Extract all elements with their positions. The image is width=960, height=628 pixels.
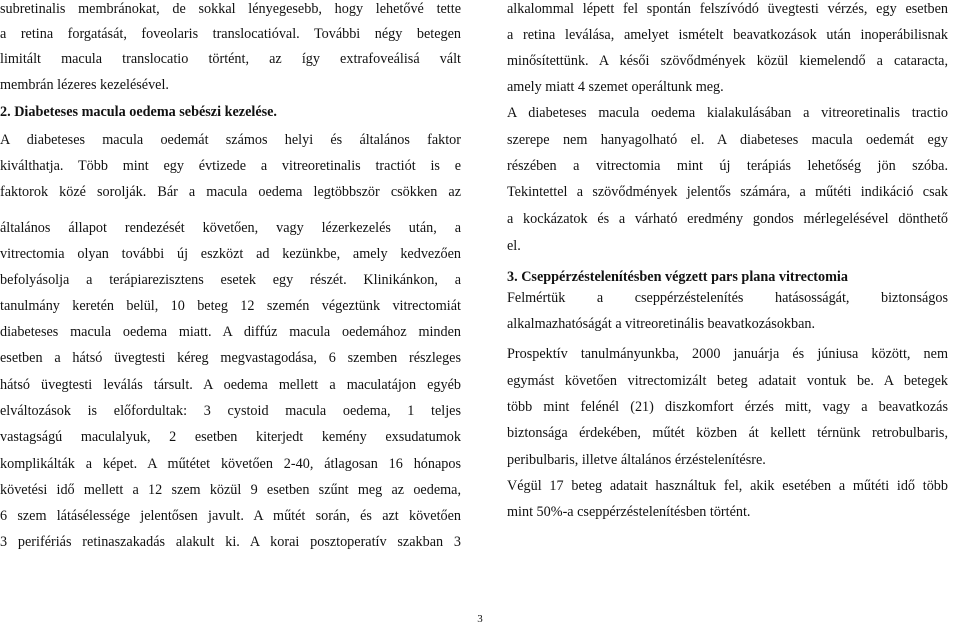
text-line: subretinalis membránokat, de sokkal lényegesebb, hogy lehetővé tette (0, 1, 461, 17)
text-line: el. (507, 238, 521, 254)
text-line: követési idő mellett a 12 szem közül 9 esetben szűnt meg az oedema, (0, 482, 461, 498)
text-line: limitált macula translocatio történt, az így extrafoveálisá vált (0, 51, 461, 67)
text-line: Felmértük a cseppérzéstelenítés hatásosságát, biztonságos (507, 290, 948, 306)
text-line: befolyásolja a terápiarezisztens esetek egy részét. Klinikánkon, a (0, 272, 461, 288)
text-line: alkalommal lépett fel spontán felszívódó üvegtesti vérzés, egy esetben (507, 1, 948, 17)
text-line: részében a vitrectomia mint új terápiás lehetőség jön szóba. (507, 158, 948, 174)
text-line: A diabeteses macula oedemát számos helyi és általános faktor (0, 132, 461, 148)
text-line: hátsó üvegtesti leválás társult. A oedema mellett a maculatájon egyéb (0, 377, 461, 393)
text-line: faktorok közé sorolják. Bár a macula oedema legtöbbször csökken az (0, 184, 461, 200)
text-line: A diabeteses macula oedema kialakulásában a vitreoretinalis tractio (507, 105, 948, 121)
text-line: elváltozások is előfordultak: 3 cystoid macula oedema, 1 teljes (0, 403, 461, 419)
text-line: membrán lézeres kezelésével. (0, 77, 169, 93)
text-line: Tekintettel a szövődmények jelentős számára, a műtéti indikáció csak (507, 184, 948, 200)
text-line: vastagságú maculalyuk, 2 esetben kiterjedt kemény exsudatumok (0, 429, 461, 445)
text-line: a retina leválása, amelyet ismételt beavatkozások után inoperábilisnak (507, 27, 948, 43)
text-line: minősítettünk. A késői szövődmények közül kiemelendő a cataracta, (507, 53, 948, 69)
text-line: amely miatt 4 szemet operáltunk meg. (507, 79, 724, 95)
page-number: 3 (477, 613, 483, 625)
text-line: alkalmazhatóságát a vitreoretinális beavatkozásokban. (507, 316, 816, 332)
text-line: egymást követően vitrectomizált beteg adatait vontuk be. A betegek (507, 373, 948, 389)
section-heading: 2. Diabeteses macula oedema sebészi kezelése. (0, 104, 277, 120)
text-line: biztonsága érdekében, műtét közben át kellett térnünk retrobulbaris, (507, 425, 948, 441)
text-line: több mint felénél (21) diszkomfort érzés mitt, vagy a beavatkozás (507, 399, 948, 415)
text-line: 6 szem látásélessége jelentősen javult. A műtét során, és azt követően (0, 508, 461, 524)
text-line: peribulbaris, illetve általános érzéstelenítésre. (507, 452, 766, 468)
text-line: mint 50%-a cseppérzéstelenítésben történt. (507, 504, 751, 520)
text-line: vitrectomia olyan további új eszközt ad kezünkbe, amely kedvezően (0, 246, 461, 262)
text-line: kiválthatja. Több mint egy évtizede a vitreoretinalis tractiót is e (0, 158, 461, 174)
text-line: a kockázatok és a várható eredmény gondos mérlegelésével dönthető (507, 211, 948, 227)
text-line: komplikálták a képet. A műtétet követően 2-40, átlagosan 16 hónapos (0, 456, 461, 472)
text-line: Prospektív tanulmányunkba, 2000 januárja és júniusa között, nem (507, 346, 948, 362)
text-line: diabeteses macula oedema miatt. A diffúz macula oedemához minden (0, 324, 461, 340)
text-line: tanulmány keretén belül, 10 beteg 12 szemén végeztünk vitrectomiát (0, 298, 461, 314)
text-line: esetben a hátsó üvegtesti kéreg megvastagodása, 6 szemben részleges (0, 350, 461, 366)
text-line: Végül 17 beteg adatait használtuk fel, akik esetében a műtéti idő több (507, 478, 948, 494)
text-line: szerepe nem hanyagolható el. A diabeteses macula oedemát egy (507, 132, 948, 148)
text-line: 3 perifériás retinaszakadás alakult ki. A korai posztoperatív szakban 3 (0, 534, 461, 550)
text-line: a retina forgatását, foveolaris translocatióval. További négy betegen (0, 26, 461, 42)
section-heading: 3. Cseppérzéstelenítésben végzett pars plana vitrectomia (507, 269, 848, 285)
text-line: általános állapot rendezését követően, vagy lézerkezelés után, a (0, 220, 461, 236)
